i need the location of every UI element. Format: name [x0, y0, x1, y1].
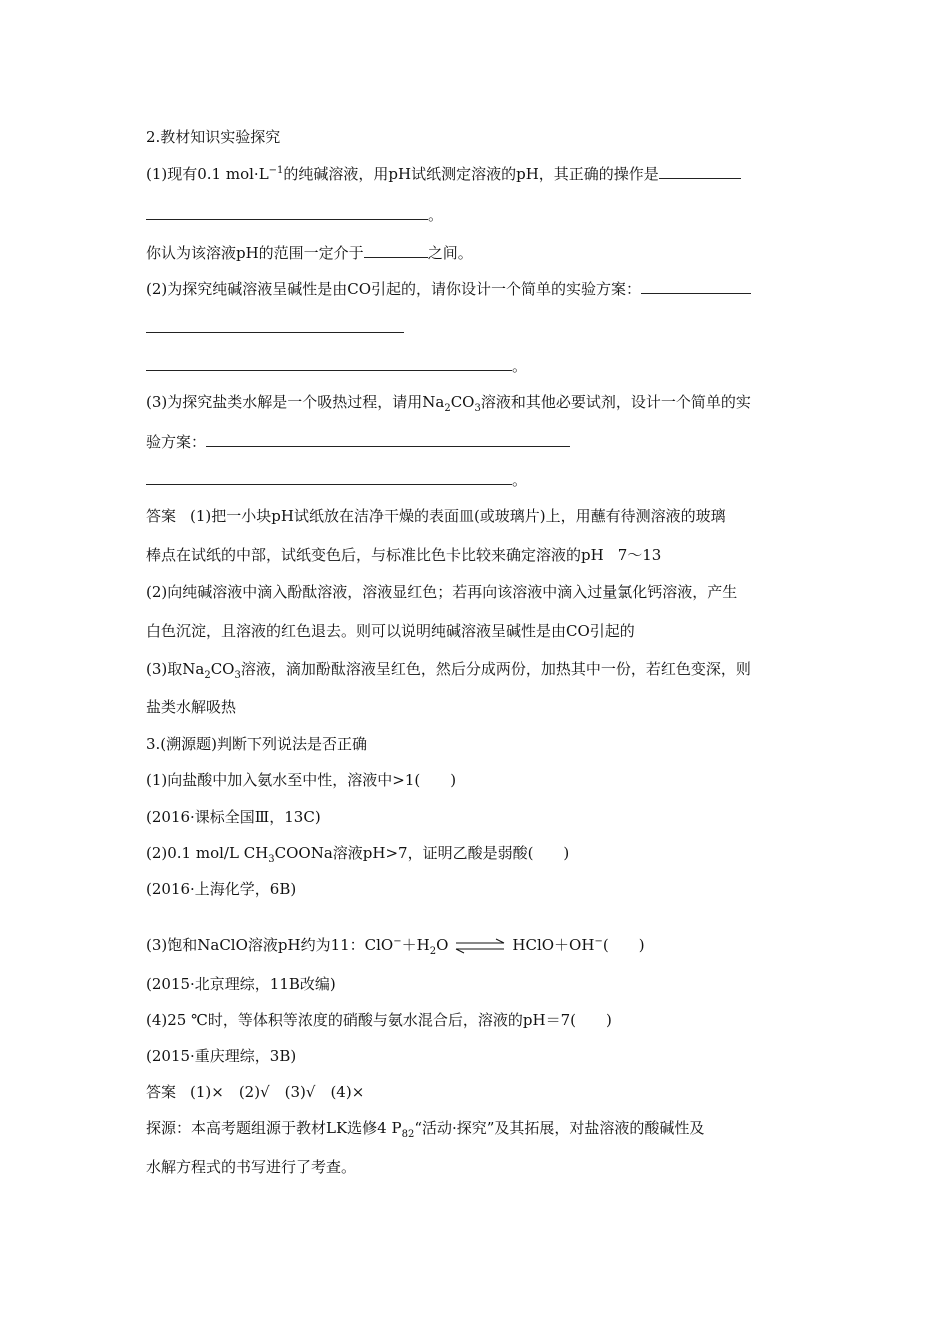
question-2-2: (2)为探究纯碱溶液呈碱性是由CO引起的，请你设计一个简单的实验方案： — [146, 279, 751, 299]
answer-2-3-cont: 盐类水解吸热 — [146, 698, 237, 716]
answer-blank — [206, 432, 570, 447]
source-note-cont: 水解方程式的书写进行了考查。 — [146, 1158, 357, 1176]
answer-2-3: (3)取$Na_2CO_3$溶液，滴加酚酞溶液呈红色，然后分成两份，加热其中一份，若红色变深，则 — [146, 660, 751, 681]
answer-blank — [146, 470, 512, 485]
answer-blank — [146, 356, 512, 371]
source-3-4: (2015·重庆理综，3B) — [146, 1047, 297, 1065]
answer-2-1: 答案 (1)把一小块pH试纸放在洁净干燥的表面皿(或玻璃片)上，用蘸有待测溶液的玻璃 — [146, 507, 726, 525]
question-2-2-cont2: 。 — [146, 356, 527, 376]
answer-blank — [146, 205, 428, 220]
statement-3-3: (3)饱和NaClO溶液pH约为11：$ClO^-+H_2O$ HClO＋OH−( ) — [146, 936, 645, 957]
source-3-2: (2016·上海化学，6B) — [146, 880, 297, 898]
question-2-2-cont1 — [146, 318, 404, 338]
source-3-3: (2015·北京理综，11B改编) — [146, 975, 336, 993]
answer-blank — [364, 243, 428, 258]
statement-3-4: (4)25 ℃时，等体积等浓度的硝酸与氨水混合后，溶液的pH＝7( ) — [146, 1011, 612, 1029]
equilibrium-arrow-icon — [454, 937, 506, 955]
section-2-title: 2.教材知识实验探究 — [146, 128, 281, 146]
question-2-1-range: 你认为该溶液pH的范围一定介于 之间。 — [146, 244, 473, 262]
answer-2-1-cont: 棒点在试纸的中部，试纸变色后，与标准比色卡比较来确定溶液的pH 7～13 — [146, 546, 662, 564]
answer-label: 答案 — [146, 507, 177, 525]
question-2-3-cont: 验方案： — [146, 432, 570, 452]
answer-2-2-cont: 白色沉淀，且溶液的红色退去。则可以说明纯碱溶液呈碱性是由CO引起的 — [146, 622, 635, 640]
question-2-3-cont2: 。 — [146, 470, 527, 490]
question-2-1: (1)现有0.1 $mol\cdot L^{-1}$的纯碱溶液，用pH试纸测定溶液的pH，其正确的操作是 — [146, 164, 741, 184]
question-2-1-cont: 。 — [146, 205, 443, 225]
answer-2-2: (2)向纯碱溶液中滴入酚酞溶液，溶液显红色；若再向该溶液中滴入过量氯化钙溶液，产生 — [146, 583, 738, 601]
answer-label: 答案 — [146, 1083, 177, 1101]
answer-blank — [659, 164, 741, 179]
answer-blank — [146, 318, 404, 333]
source-note: 探源：本高考题组源于教材LK选修4 $P_{82}“$活动·探究”及其拓展，对盐溶液的酸碱性及 — [146, 1119, 705, 1140]
statement-3-2: (2)0.1 mol/L $CH_3COONa$溶液pH>7，证明乙酸是弱酸( ) — [146, 844, 570, 865]
statement-3-1: (1)向盐酸中加入氨水至中性，溶液中>1( ) — [146, 771, 457, 789]
answer-blank — [641, 279, 751, 294]
source-3-1: (2016·课标全国Ⅲ，13C) — [146, 808, 321, 826]
question-2-3: (3)为探究盐类水解是一个吸热过程，请用$Na_2CO_3$溶液和其他必要试剂，设计一个简单的实 — [146, 393, 751, 414]
section-3-title: 3.(溯源题)判断下列说法是否正确 — [146, 735, 368, 753]
answer-3: 答案 (1)× (2)√ (3)√ (4)× — [146, 1083, 365, 1101]
